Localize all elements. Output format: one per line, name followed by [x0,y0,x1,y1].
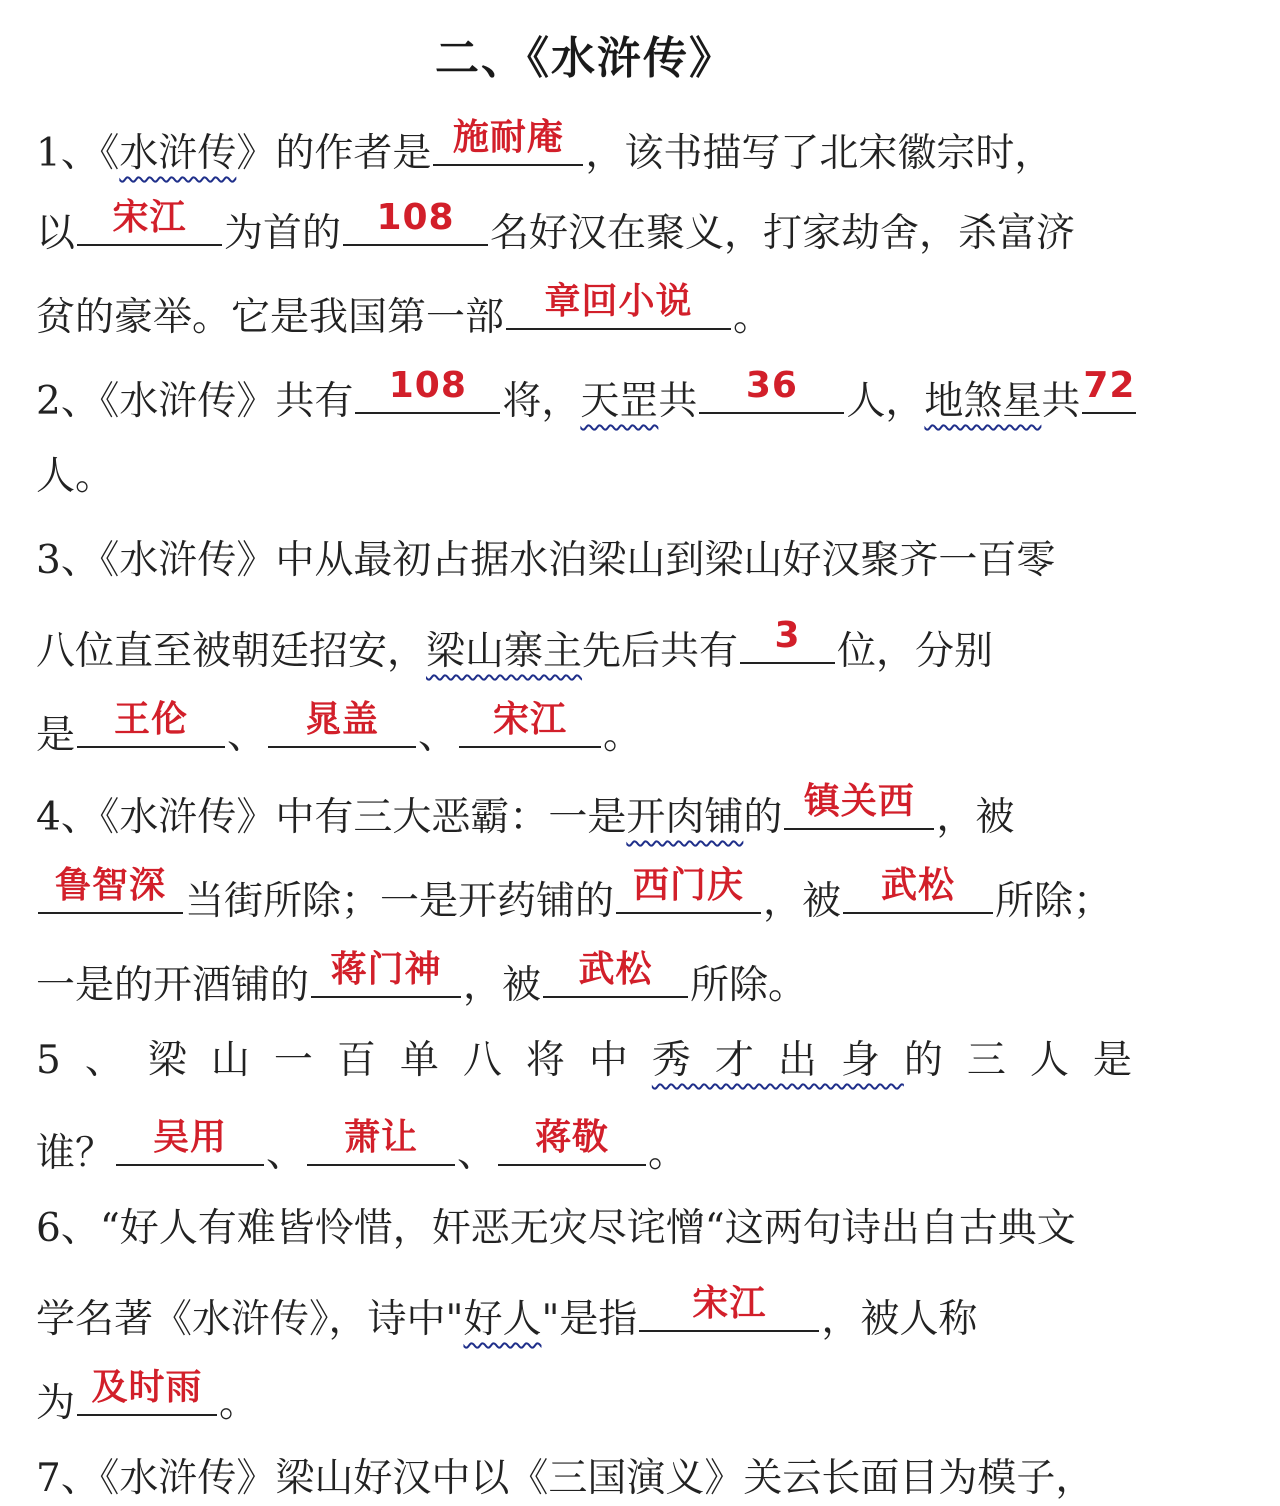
q3-line-3 [36,699,643,758]
q1-text: 》的作者是 [236,131,432,176]
q1-text: 贫的豪举。它是我国第一部 [36,295,505,340]
q4-text: ，被 [936,795,1015,840]
q4-text: 所除。 [690,963,808,1008]
q4-answer-villain-1: 镇关西 [803,781,915,822]
q3-blank-leader-1 [77,700,225,748]
q2-text: 2、《水浒传》共有 [36,379,354,424]
q1-text: 1、《 [36,131,120,176]
q6-answer-nickname: 及时雨 [91,1367,203,1408]
q3-line-2 [36,615,994,674]
q4-text: 的 [743,795,783,840]
q1-answer-genre: 章回小说 [544,281,693,322]
q2-line-2 [36,450,114,504]
q2-text: 人， [846,379,925,424]
q4-answer-villain-2: 西门庆 [633,865,745,906]
q5-blank-scholar-1 [116,1118,264,1166]
q4-line-1 [36,781,1015,840]
q2-text: 将， [502,379,581,424]
q1-blank-leader [77,198,222,246]
q2-line-1 [36,365,1138,424]
q5-blank-scholar-3 [498,1118,646,1166]
q4-butcher-shop: 开肉铺 [626,795,744,840]
q3-blank-leader-2 [268,700,416,748]
q6-good-person: 好人 [463,1297,542,1342]
q2-text: 共 [1041,379,1081,424]
q3-text: 八位直至被朝廷招安， [36,629,427,674]
q1-book-name: 水浒传 [119,131,237,176]
q6-text: 学名著《水浒传》，诗中" [36,1297,464,1342]
q4-answer-hero-1: 鲁智深 [54,865,166,906]
q5-answer-scholar-1: 吴用 [153,1117,228,1158]
q6-text: 为 [36,1381,76,1426]
q3-text: 先后共有 [582,629,739,674]
q3-text: 、 [418,713,458,758]
q4-answer-villain-3: 蒋门神 [330,949,442,990]
q1-blank-genre [506,282,731,330]
q1-text: 名好汉在聚义，打家劫舍，杀富济 [490,211,1076,256]
q3-answer-leader-3: 宋江 [493,699,568,740]
q4-answer-hero-3: 武松 [578,949,653,990]
q4-blank-hero-3 [543,950,688,998]
q6-line-2 [36,1283,978,1342]
q3-leaders-term: 梁山寨主 [426,629,583,674]
q4-text: 4、《水浒传》中有三大恶霸：一是 [36,795,627,840]
q4-text: 一是的开酒铺的 [36,963,310,1008]
q6-text: "是指 [541,1297,638,1342]
q6-text: 6、“好人有难皆怜惜，奸恶无灾尽诧憎“这两句诗出自古典文 [36,1206,1076,1251]
q3-line-1 [36,534,1055,588]
q2-blank-disha [1082,366,1136,414]
q2-blank-tiangang [699,366,844,414]
q4-blank-hero-2 [843,866,993,914]
q6-line-3 [36,1367,259,1426]
q1-line-3 [36,281,773,340]
q1-text: ，该书描写了北宋徽宗时， [585,131,1054,176]
q4-line-3 [36,949,808,1008]
q1-answer-leader: 宋江 [112,197,187,238]
q5-text: 。 [648,1131,688,1176]
q5-answer-scholar-2: 萧让 [344,1117,419,1158]
q1-text: 。 [733,295,773,340]
q3-answer-leader-2: 晁盖 [305,699,380,740]
q4-blank-villain-3 [311,950,461,998]
q3-text: 位，分别 [837,629,994,674]
q2-answer-tiangang: 36 [745,365,798,406]
q1-text: 为首的 [224,211,342,256]
q5-line-1 [36,1034,1156,1088]
q6-text: 。 [219,1381,259,1426]
q5-text: 、 [457,1131,497,1176]
q5-text: 谁？ [36,1131,115,1176]
q3-blank-leader-3 [459,700,601,748]
q1-blank-count [343,198,488,246]
q1-line-1 [36,117,1054,176]
q4-blank-villain-2 [616,866,761,914]
q3-blank-count [740,616,835,664]
q5-text: 的三人是 [903,1038,1156,1083]
q5-text: 、 [266,1131,306,1176]
q4-text: ，被 [763,879,842,924]
q2-tiangang: 天罡 [580,379,659,424]
q3-text: 、 [227,713,267,758]
q2-text: 共 [658,379,698,424]
q4-blank-hero-1 [38,866,183,914]
q6-answer-person: 宋江 [692,1283,767,1324]
q2-answer-total: 108 [388,365,467,406]
q4-text: ，被 [463,963,542,1008]
q1-answer-author: 施耐庵 [452,117,564,158]
section-title: 二、《水浒传》 [435,33,735,84]
q5-line-2 [36,1117,688,1176]
q2-disha: 地煞星 [924,379,1042,424]
q3-answer-count: 3 [774,615,801,656]
q1-blank-author [433,118,583,166]
q2-text: 人。 [36,454,115,499]
q3-answer-leader-1: 王伦 [114,699,189,740]
q4-text: 当街所除；一是开药铺的 [185,879,615,924]
q5-blank-scholar-2 [307,1118,455,1166]
q1-text: 以 [36,211,76,256]
q5-answer-scholar-3: 蒋敬 [535,1117,610,1158]
q7-text: 7、《水浒传》梁山好汉中以《三国演义》关云长面目为模子， [36,1456,1095,1501]
q5-text: 5、梁山一百单八将中 [36,1038,652,1083]
q6-blank-person [639,1284,819,1332]
q3-text: 3、《水浒传》中从最初占据水泊梁山到梁山好汉聚齐一百零 [36,538,1056,583]
q6-text: ，被人称 [821,1297,978,1342]
q6-blank-nickname [77,1368,217,1416]
q4-text: 所除； [995,879,1113,924]
q1-answer-count: 108 [376,197,455,238]
q7-line-1 [36,1452,1094,1506]
q6-line-1 [36,1202,1076,1256]
q3-text: 是 [36,713,76,758]
q2-answer-disha: 72 [1083,365,1136,406]
q3-text: 。 [603,713,643,758]
q4-answer-hero-2: 武松 [881,865,956,906]
q2-blank-total [355,366,500,414]
q5-scholar-term: 秀才出身 [651,1038,904,1083]
q4-blank-villain-1 [784,782,934,830]
q1-line-2 [36,197,1076,256]
q4-line-2 [36,865,1113,924]
